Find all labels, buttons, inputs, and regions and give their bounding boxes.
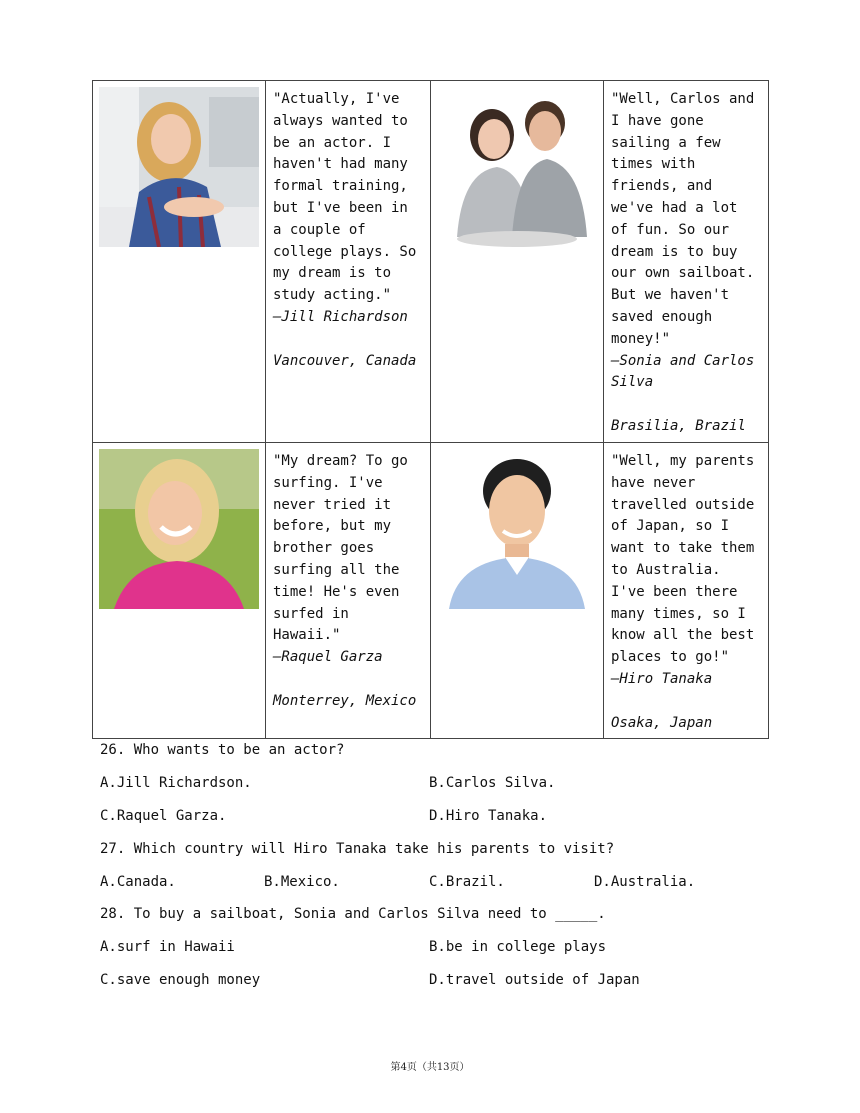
text-cell xyxy=(266,443,431,739)
profiles-row xyxy=(93,81,769,443)
answer-option: C.Brazil. xyxy=(429,874,505,890)
answer-option: A.Canada. xyxy=(100,874,176,890)
profile-place: Brasilia, Brazil xyxy=(611,417,746,434)
profile-quote: "Well, Carlos and I have gone sailing a few times with friends, and we've had a lot of fun. So our dream is to buy our own sailboat. But we haven't saved enough money!" xyxy=(611,91,763,347)
profile-quote: "Well, my parents have never travelled outside of Japan, so I want to take them to Australia. I've been there many times, so I know all the best places to go!" xyxy=(611,453,763,666)
jill-photo xyxy=(99,87,259,247)
text-cell xyxy=(604,443,769,739)
profile-place: Vancouver, Canada xyxy=(273,352,417,369)
couple-photo xyxy=(437,87,597,247)
answer-option: B.be in college plays xyxy=(429,939,607,955)
answer-option: C.save enough money xyxy=(100,972,261,988)
profile-card-hiro xyxy=(604,443,768,734)
profile-quote: "Actually, I've always wanted to be an actor. I haven't had many formal training, but I've been in a couple of college plays. So my dream is to study acting." xyxy=(273,91,425,304)
text-cell xyxy=(604,81,769,443)
raquel-photo xyxy=(99,449,259,609)
question-stem: 27. Which country will Hiro Tanaka take his parents to visit? xyxy=(100,841,615,857)
photo-cell xyxy=(431,81,604,443)
profile-place: Monterrey, Mexico xyxy=(273,692,417,709)
profile-card-silva xyxy=(604,81,768,438)
answer-option: D.Hiro Tanaka. xyxy=(429,808,548,824)
answer-option: A.Jill Richardson. xyxy=(100,775,252,791)
answer-option: D.travel outside of Japan xyxy=(429,972,640,988)
photo-cell xyxy=(431,443,604,739)
profile-name: —Hiro Tanaka xyxy=(611,670,713,687)
profile-name: —Raquel Garza xyxy=(273,649,383,666)
profile-card-jill xyxy=(266,81,430,372)
answer-option: A.surf in Hawaii xyxy=(100,939,235,955)
answer-option: D.Australia. xyxy=(594,874,696,890)
answer-option: C.Raquel Garza. xyxy=(100,808,227,824)
hiro-photo xyxy=(437,449,597,609)
profile-name: —Sonia and Carlos Silva xyxy=(611,352,763,391)
question-stem: 28. To buy a sailboat, Sonia and Carlos Silva need to _____. xyxy=(100,906,606,922)
profile-quote: "My dream? To go surfing. I've never tried it before, but my brother goes surfing all the time! He's even surfed in Hawaii." xyxy=(273,453,417,644)
text-cell xyxy=(266,81,431,443)
answer-option: B.Mexico. xyxy=(264,874,340,890)
question-stem: 26. Who wants to be an actor? xyxy=(100,742,345,758)
photo-cell xyxy=(93,81,266,443)
photo-cell xyxy=(93,443,266,739)
page-footer: 第4页（共13页） xyxy=(390,1062,470,1073)
profile-card-raquel xyxy=(266,443,430,713)
profile-place: Osaka, Japan xyxy=(611,714,713,731)
answer-option: B.Carlos Silva. xyxy=(429,775,556,791)
profile-name: —Jill Richardson xyxy=(273,308,408,325)
profiles-row xyxy=(93,443,769,739)
profiles-table xyxy=(92,80,769,739)
